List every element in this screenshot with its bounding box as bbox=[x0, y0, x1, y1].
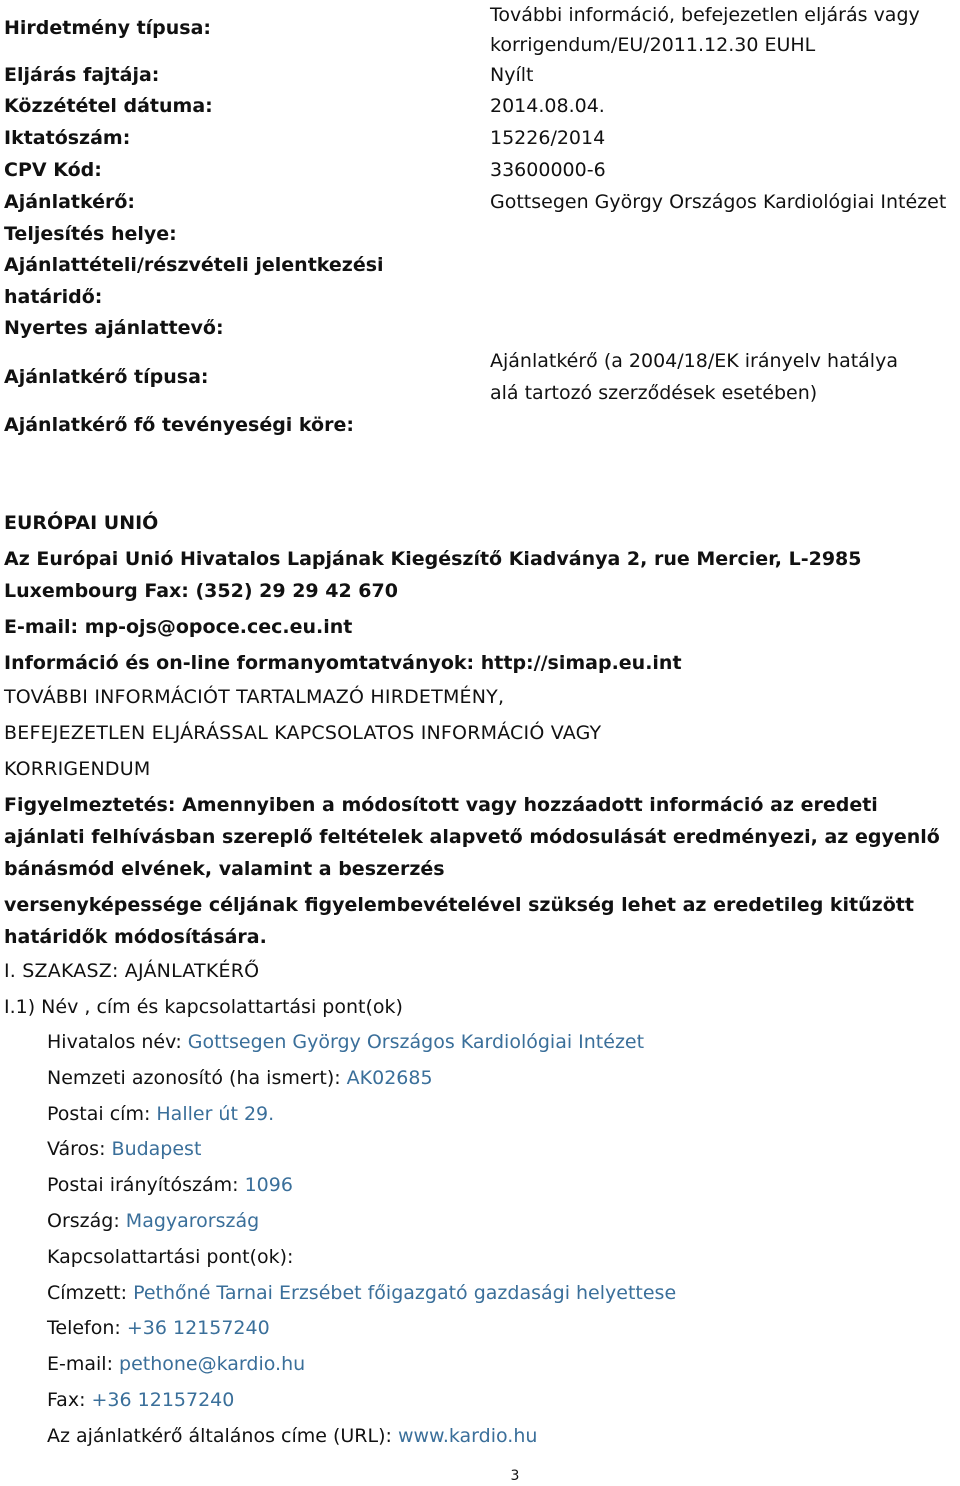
section-subheading: I.1) Név , cím és kapcsolattartási pont(ok) bbox=[4, 996, 403, 1018]
meta-label-hatarido: Ajánlattételi/részvételi jelentkezési határidő: bbox=[4, 254, 384, 308]
eu-heading: EURÓPAI UNIÓ bbox=[4, 512, 159, 534]
notice-title-line: TOVÁBBI INFORMÁCIÓT TARTALMAZÓ HIRDETMÉNY, bbox=[4, 686, 505, 708]
field-value: Magyarország bbox=[125, 1209, 260, 1232]
contact-field bbox=[47, 1132, 956, 1168]
contact-field bbox=[47, 1347, 956, 1383]
meta-value: 33600000-6 bbox=[490, 159, 606, 181]
meta-label: CPV Kód: bbox=[4, 159, 102, 181]
contact-field bbox=[47, 1168, 956, 1204]
meta-value: 15226/2014 bbox=[490, 127, 606, 149]
meta-value: Nyílt bbox=[490, 64, 534, 86]
warning-text-cont: versenyképessége céljának figyelembevételével szükség lehet az eredetileg kitűzött határidők módosítására. bbox=[4, 894, 914, 948]
field-value: Gottsegen György Országos Kardiológiai Intézet bbox=[187, 1031, 645, 1053]
field-value: Haller út 29. bbox=[156, 1102, 275, 1125]
field-value: AK02685 bbox=[346, 1066, 433, 1089]
meta-label: Teljesítés helye: bbox=[4, 223, 177, 245]
section-heading: I. SZAKASZ: AJÁNLATKÉRŐ bbox=[4, 960, 260, 982]
notice-title-line: KORRIGENDUM bbox=[4, 758, 151, 780]
field-label: Kapcsolattartási pont(ok): bbox=[47, 1245, 294, 1268]
notice-body bbox=[4, 507, 956, 1455]
contact-field-list bbox=[4, 1025, 956, 1455]
field-value: 1096 bbox=[244, 1174, 293, 1197]
meta-label: Hirdetmény típusa: bbox=[4, 17, 212, 39]
field-label: E-mail: bbox=[47, 1353, 120, 1376]
eu-info: Információ és on-line formanyomtatványok: http://simap.eu.int bbox=[4, 652, 682, 674]
meta-label: Nyertes ajánlattevő: bbox=[4, 317, 224, 339]
contact-field bbox=[47, 1311, 956, 1347]
field-label: Hivatalos név: bbox=[47, 1031, 188, 1053]
field-label: Telefon: bbox=[47, 1317, 127, 1340]
contact-field bbox=[47, 1419, 956, 1455]
field-label: Fax: bbox=[47, 1388, 92, 1411]
field-label: Az ajánlatkérő általános címe (URL): bbox=[47, 1424, 398, 1447]
field-label: Postai cím: bbox=[47, 1102, 157, 1125]
contact-field bbox=[47, 1025, 956, 1061]
meta-label: Iktatószám: bbox=[4, 127, 131, 149]
eu-address: Az Európai Unió Hivatalos Lapjának Kiegészítő Kiadványa 2, rue Mercier, L-2985 Luxembourg Fax: (352) 29 29 42 670 bbox=[4, 548, 862, 602]
field-label: Postai irányítószám: bbox=[47, 1174, 245, 1197]
contact-field bbox=[47, 1383, 956, 1419]
contact-field bbox=[47, 1097, 956, 1133]
field-value: Pethőné Tarnai Erzsébet főigazgató gazdasági helyettese bbox=[133, 1281, 677, 1304]
meta-label: Ajánlatkérő típusa: bbox=[4, 366, 209, 388]
contact-field bbox=[47, 1276, 956, 1312]
field-value-link[interactable]: pethone@kardio.hu bbox=[119, 1353, 306, 1376]
page-number: 3 bbox=[510, 1468, 520, 1484]
field-label: Nemzeti azonosító (ha ismert): bbox=[47, 1066, 347, 1089]
warning-text: Figyelmeztetés: Amennyiben a módosított vagy hozzáadott információ az eredeti ajánlati felhívásban szereplő feltételek alapvető módosulását eredményezi, az egyenlő bánásmód elvének, valamint a beszerzés bbox=[4, 794, 940, 880]
meta-label: Eljárás fajtája: bbox=[4, 64, 160, 86]
eu-email: E-mail: mp-ojs@opoce.cec.eu.int bbox=[4, 616, 353, 638]
field-value: +36 12157240 bbox=[91, 1388, 235, 1411]
field-value: Budapest bbox=[111, 1138, 202, 1161]
field-value-link[interactable]: www.kardio.hu bbox=[397, 1424, 538, 1447]
field-label: Ország: bbox=[47, 1209, 126, 1232]
contact-field bbox=[47, 1204, 956, 1240]
field-value: +36 12157240 bbox=[126, 1317, 270, 1340]
meta-value: Gottsegen György Országos Kardiológiai Intézet bbox=[490, 191, 947, 213]
field-label: Város: bbox=[47, 1138, 112, 1161]
notice-title-line: BEFEJEZETLEN ELJÁRÁSSAL KAPCSOLATOS INFORMÁCIÓ VAGY bbox=[4, 722, 602, 744]
contact-field bbox=[47, 1240, 956, 1276]
meta-label: Közzététel dátuma: bbox=[4, 95, 213, 117]
meta-value: 2014.08.04. bbox=[490, 95, 605, 117]
contact-field bbox=[47, 1061, 956, 1097]
meta-value: További információ, befejezetlen eljárás vagy korrigendum/EU/2011.12.30 EUHL bbox=[490, 4, 920, 56]
meta-label: Ajánlatkérő: bbox=[4, 191, 136, 213]
meta-label: Ajánlatkérő fő tevényeségi köre: bbox=[4, 414, 354, 436]
field-label: Címzett: bbox=[47, 1281, 134, 1304]
meta-value: Ajánlatkérő (a 2004/18/EK irányelv hatálya alá tartozó szerződések esetében) bbox=[490, 350, 898, 404]
